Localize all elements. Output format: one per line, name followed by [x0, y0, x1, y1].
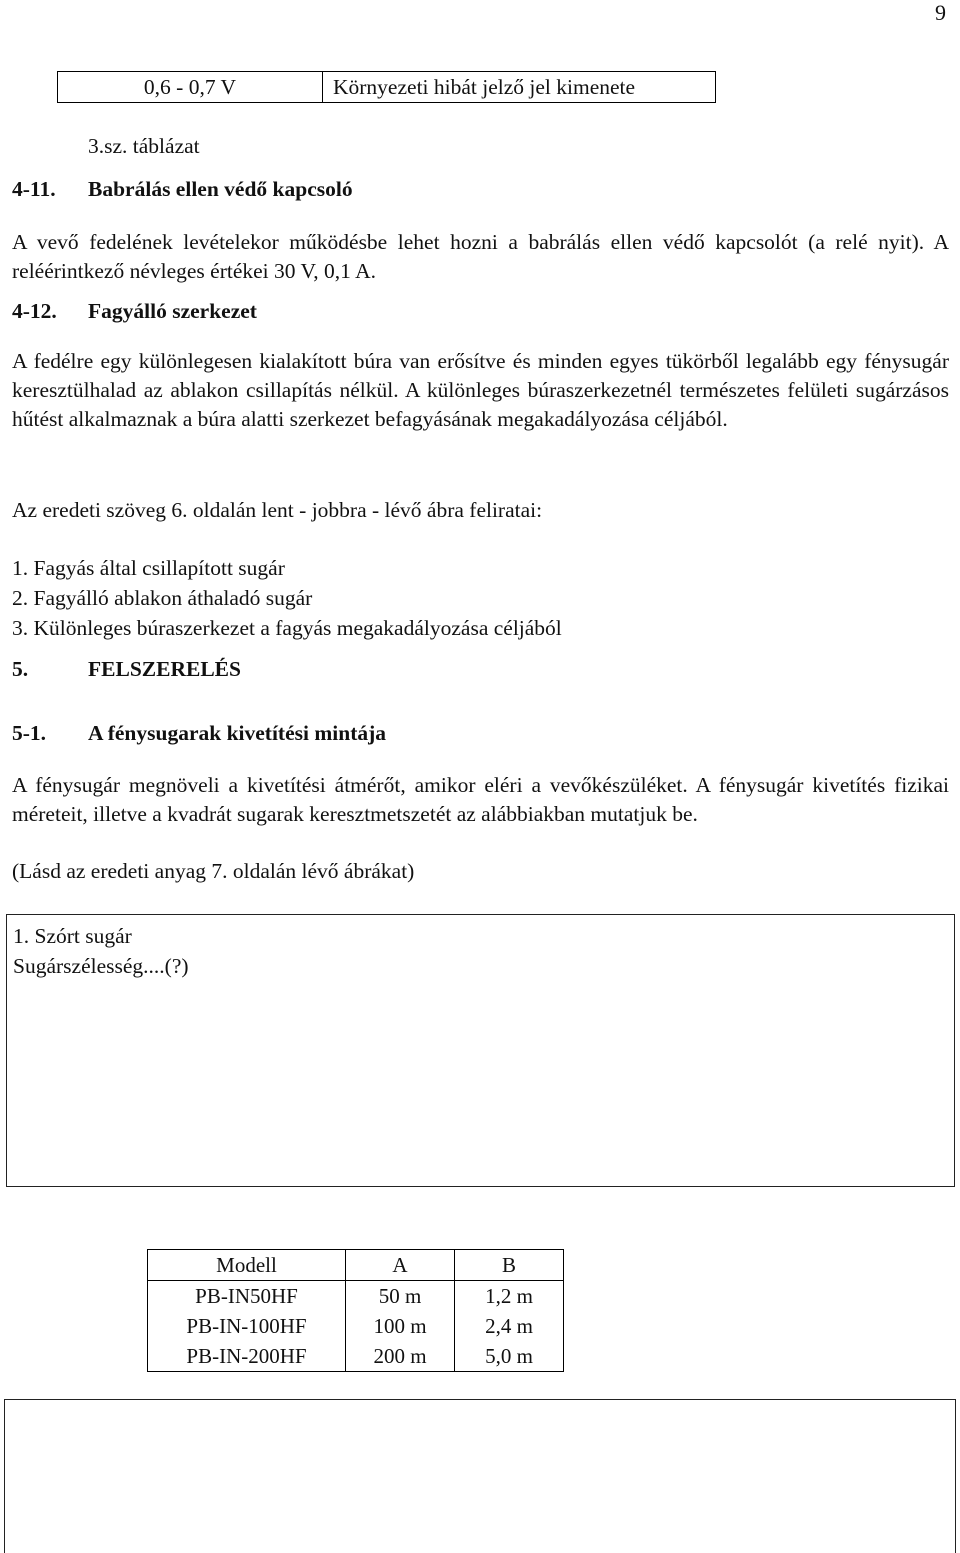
figure-box-scattered-beam [6, 914, 955, 1187]
cell-model: PB-IN-200HF [148, 1341, 346, 1372]
heading-number: 5-1. [12, 721, 47, 745]
box-title: 1. Szórt sugár [13, 924, 132, 948]
figure-reference: (Lásd az eredeti anyag 7. oldalán lévő ábrákat) [12, 859, 415, 883]
cell-b: 1,2 m [455, 1281, 564, 1312]
header-a: A [346, 1250, 455, 1281]
figure-label-3: 3. Különleges búraszerkezet a fagyás megakadályozása céljából [12, 616, 562, 640]
paragraph-4-11: A vevő fedelének levételekor működésbe lehet hozni a babrálás ellen védő kapcsolót (a relé nyit). A reléérintkező névleges értékei 30 V, 0,1 A. [12, 230, 949, 283]
cell-b: 2,4 m [455, 1311, 564, 1341]
voltage-cell: 0,6 - 0,7 V [58, 72, 323, 102]
header-model: Modell [148, 1250, 346, 1281]
model-range-table [147, 1249, 564, 1372]
table-row [148, 1341, 564, 1372]
table-caption: 3.sz. táblázat [88, 134, 200, 158]
heading-number: 4-12. [12, 299, 57, 323]
cell-a: 200 m [346, 1341, 455, 1372]
heading-5-1 [12, 721, 386, 746]
cell-model: PB-IN-100HF [148, 1311, 346, 1341]
figure-label-2: 2. Fagyálló ablakon áthaladó sugár [12, 586, 313, 610]
figure-box-bottom [4, 1399, 956, 1553]
header-b: B [455, 1250, 564, 1281]
cell-model: PB-IN50HF [148, 1281, 346, 1312]
table-row [148, 1311, 564, 1341]
heading-title: A fénysugarak kivetítési mintája [88, 721, 387, 745]
figure-note: Az eredeti szöveg 6. oldalán lent - jobbra - lévő ábra feliratai: [12, 498, 543, 522]
figure-label-1: 1. Fagyás által csillapított sugár [12, 556, 285, 580]
table-row [148, 1281, 564, 1312]
heading-title: Fagyálló szerkezet [88, 299, 257, 323]
page-number: 9 [935, 0, 946, 25]
heading-5 [12, 657, 241, 682]
heading-number: 5. [12, 657, 29, 681]
heading-4-11 [12, 177, 353, 202]
cell-b: 5,0 m [455, 1341, 564, 1372]
description-cell: Környezeti hibát jelző jel kimenete [333, 74, 636, 99]
heading-title: FELSZERELÉS [88, 657, 241, 681]
paragraph-4-12: A fedélre egy különlegesen kialakított búra van erősítve és minden egyes tükörből legalább egy fénysugár keresztülhalad az ablakon csillapítás nélkül. A különleges búraszerkezetnél természetes felületi sugárzásos hűtést alkalmaznak a búra alatti szerkezet befagyásának megakadályozása céljából. [12, 349, 949, 431]
output-signal-table [57, 71, 716, 103]
heading-title: Babrálás ellen védő kapcsoló [88, 177, 353, 201]
cell-a: 100 m [346, 1311, 455, 1341]
heading-4-12 [12, 299, 257, 324]
box-subtitle: Sugárszélesség....(?) [13, 954, 189, 978]
paragraph-5-1: A fénysugár megnöveli a kivetítési átmérőt, amikor eléri a vevőkészüléket. A fénysugár kivetítés fizikai méreteit, illetve a kvadrát sugarak keresztmetszetét az alábbiakban mutatjuk be. [12, 773, 949, 826]
heading-number: 4-11. [12, 177, 56, 201]
cell-a: 50 m [346, 1281, 455, 1312]
table-header-row [148, 1250, 564, 1281]
